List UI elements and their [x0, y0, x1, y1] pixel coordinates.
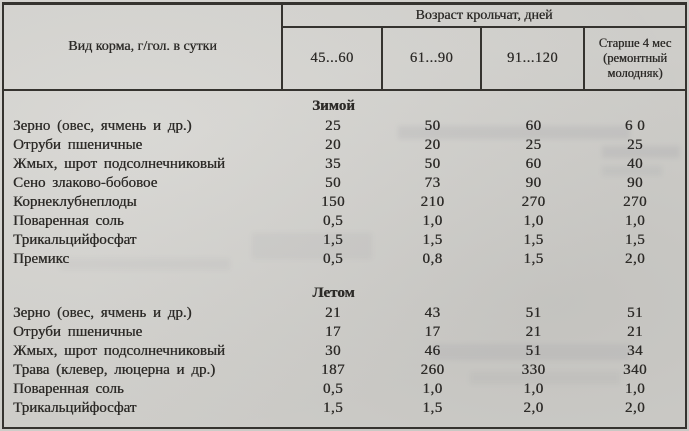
feed-name: Отруби пшеничные	[13, 137, 143, 153]
season-section-title: Зимой	[312, 98, 355, 114]
feed-value-age-91-120: 330	[521, 362, 546, 378]
feed-name: Зерно (овес, ячмень и др.)	[13, 305, 192, 321]
feed-value-age-over-4-months: 340	[623, 362, 647, 378]
feed-value-age-45-60: 0,5	[322, 213, 344, 229]
feed-row	[4, 136, 685, 155]
feed-name: Отруби пшеничные	[13, 324, 143, 340]
feed-value-age-45-60: 17	[325, 324, 341, 340]
feed-row	[4, 342, 685, 361]
feed-value-age-45-60: 150	[321, 194, 345, 210]
feed-row	[4, 174, 685, 193]
feed-value-age-61-90: 210	[420, 194, 445, 210]
feed-name: Трава (клевер, люцерна и др.)	[13, 362, 216, 378]
feed-value-age-over-4-months: 40	[627, 156, 643, 172]
group-header-rabbit-age: Возраст крольчат, дней	[283, 5, 685, 28]
feed-value-age-45-60: 21	[325, 305, 341, 321]
feed-value-age-45-60: 30	[325, 343, 341, 359]
feed-value-age-45-60: 25	[325, 118, 341, 134]
feed-name: Сено злаково-бобовое	[13, 175, 158, 191]
column-header-age-61-90: 61...90	[383, 28, 482, 89]
feed-value-age-61-90: 50	[424, 118, 441, 134]
feed-row	[4, 323, 685, 342]
feed-value-age-61-90: 17	[424, 324, 441, 340]
feed-name: Трикальцийфосфат	[13, 400, 137, 416]
feed-value-age-61-90: 1,0	[422, 213, 443, 229]
feed-value-age-45-60: 0,5	[322, 381, 344, 397]
feed-value-age-over-4-months: 25	[627, 137, 643, 153]
feed-value-age-91-120: 60	[525, 118, 542, 134]
feed-value-age-61-90: 260	[420, 362, 445, 378]
feed-name: Жмых, шрот подсолнечниковый	[13, 343, 225, 359]
feed-value-age-61-90: 20	[424, 137, 441, 153]
feed-value-age-91-120: 1,5	[523, 232, 544, 248]
feed-value-age-45-60: 187	[321, 362, 345, 378]
feed-value-age-45-60: 35	[325, 156, 341, 172]
feed-name: Премикс	[13, 251, 70, 267]
feed-name: Поваренная соль	[13, 213, 124, 229]
column-header-age-91-120: 91...120	[482, 28, 585, 89]
feed-row	[4, 155, 685, 174]
feed-value-age-61-90: 1,5	[422, 400, 443, 416]
feed-value-age-over-4-months: 270	[623, 194, 647, 210]
column-header-age-45-60: 45...60	[283, 28, 383, 89]
feed-row	[4, 399, 685, 418]
feed-value-age-over-4-months: 1,0	[624, 381, 646, 397]
feed-value-age-91-120: 21	[525, 324, 542, 340]
feed-value-age-91-120: 90	[525, 175, 542, 191]
feed-value-age-91-120: 60	[525, 156, 542, 172]
feed-row	[4, 117, 685, 136]
feed-value-age-45-60: 50	[325, 175, 341, 191]
feed-value-age-45-60: 20	[325, 137, 341, 153]
feed-value-age-over-4-months: 34	[627, 343, 643, 359]
feed-value-age-over-4-months: 1,0	[624, 213, 646, 229]
feed-value-age-over-4-months: 6 0	[624, 118, 646, 134]
feed-row	[4, 212, 685, 231]
feed-value-age-over-4-months: 2,0	[624, 400, 646, 416]
feed-value-age-91-120: 25	[525, 137, 542, 153]
feed-value-age-91-120: 2,0	[523, 400, 544, 416]
feed-row	[4, 380, 685, 399]
feed-value-age-61-90: 0,8	[422, 251, 443, 267]
feed-value-age-over-4-months: 2,0	[624, 251, 646, 267]
feed-value-age-91-120: 51	[525, 305, 542, 321]
feed-value-age-over-4-months: 21	[627, 324, 643, 340]
feed-value-age-91-120: 1,0	[523, 381, 544, 397]
feed-value-age-61-90: 46	[424, 343, 441, 359]
feed-value-age-over-4-months: 51	[627, 305, 643, 321]
corner-header-feed-type: Вид корма, г/гол. в сутки	[4, 5, 283, 89]
feed-value-age-61-90: 50	[424, 156, 441, 172]
feed-name: Поваренная соль	[13, 381, 124, 397]
feed-name: Зерно (овес, ячмень и др.)	[13, 118, 192, 134]
feed-value-age-61-90: 1,5	[422, 232, 443, 248]
feed-value-age-91-120: 1,5	[523, 251, 544, 267]
feed-row	[4, 231, 685, 250]
feed-name: Трикальцийфосфат	[13, 232, 137, 248]
feed-value-age-91-120: 1,0	[523, 213, 544, 229]
feed-name: Корнеклубнеплоды	[13, 194, 137, 210]
feed-value-age-61-90: 73	[424, 175, 441, 191]
feed-value-age-91-120: 270	[521, 194, 546, 210]
feed-row	[4, 193, 685, 212]
feed-value-age-45-60: 0,5	[322, 251, 344, 267]
season-section-title: Летом	[312, 285, 355, 301]
feed-value-age-over-4-months: 1,5	[624, 232, 646, 248]
feed-row	[4, 304, 685, 323]
feed-value-age-45-60: 1,5	[322, 232, 344, 248]
feed-name: Жмых, шрот подсолнечниковый	[13, 156, 225, 172]
table-body	[2, 91, 687, 429]
feed-value-age-over-4-months: 90	[627, 175, 643, 191]
feed-value-age-61-90: 1,0	[422, 381, 443, 397]
feed-value-age-91-120: 51	[525, 343, 542, 359]
feed-value-age-45-60: 1,5	[322, 400, 344, 416]
feeding-table-header	[2, 2, 687, 91]
feed-value-age-61-90: 43	[424, 305, 441, 321]
feed-row	[4, 250, 685, 269]
feed-row	[4, 361, 685, 380]
column-header-age-over-4-months: Старше 4 мес (ремонтный молодняк)	[598, 36, 672, 80]
